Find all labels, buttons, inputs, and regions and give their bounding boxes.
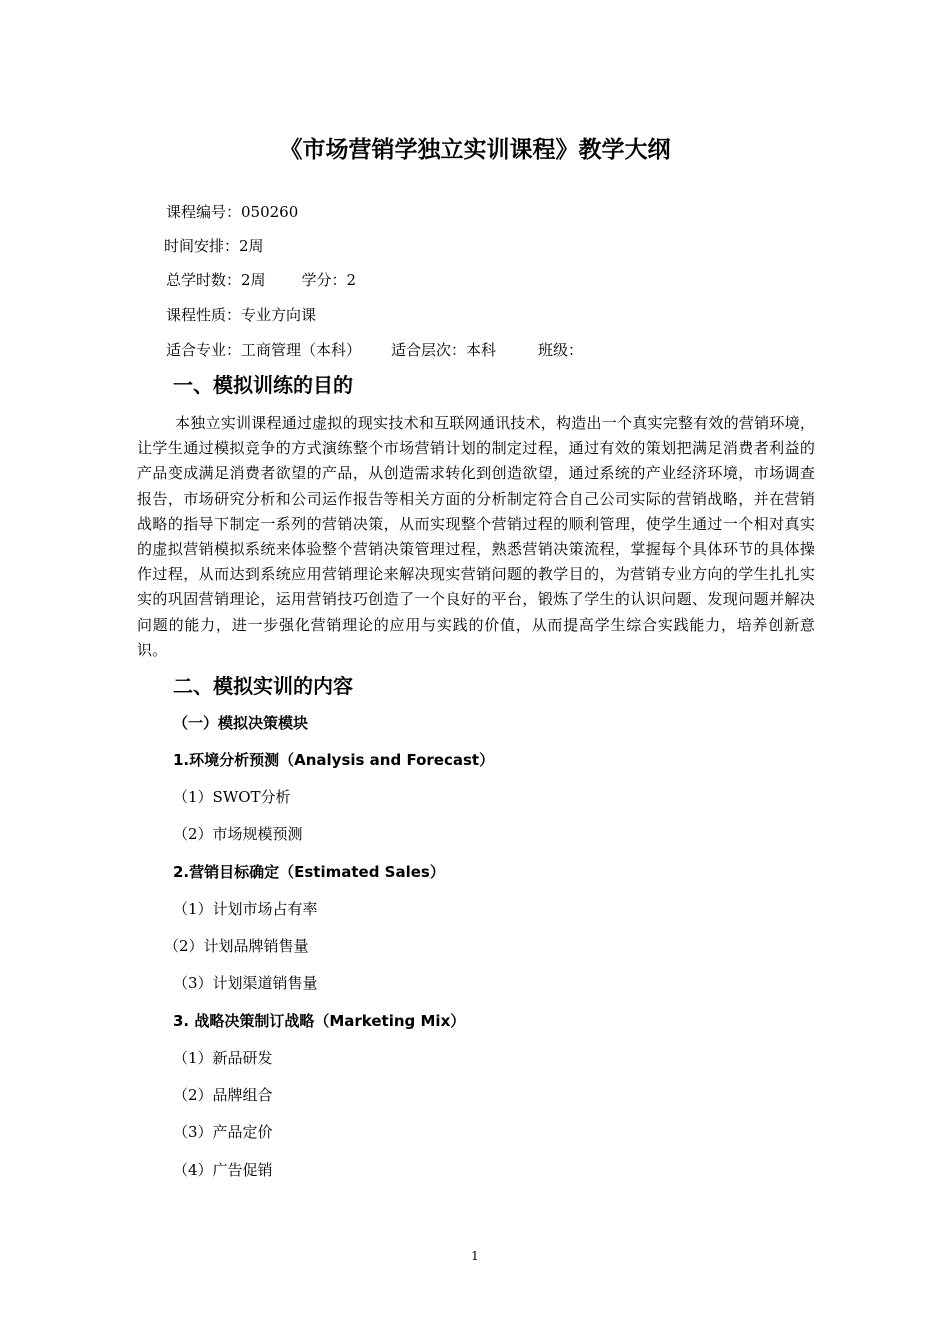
list-item: （3）产品定价 [173, 1123, 273, 1141]
list-item: （2）市场规模预测 [173, 825, 303, 843]
section2-heading: 二、模拟实训的内容 [173, 674, 353, 698]
meta-level: 适合层次：本科 [391, 341, 497, 359]
meta-total-hours: 总学时数：2周 [166, 271, 266, 289]
meta-schedule: 时间安排：2周 [164, 237, 264, 255]
list-item: （3）计划渠道销售量 [173, 974, 318, 992]
sub3-heading: 3. 战略决策制订战略（Marketing Mix） [173, 1012, 466, 1030]
list-item: （1）SWOT分析 [173, 788, 291, 806]
sub2-heading: 2.营销目标确定（Estimated Sales） [173, 863, 445, 881]
list-item: （1）新品研发 [173, 1049, 273, 1067]
section1-paragraph: 本独立实训课程通过虚拟的现实技术和互联网通讯技术，构造出一个真实完整有效的营销环境，让学生通过模拟竞争的方式演练整个市场营销计划的制定过程，通过有效的策划把满足消费者利益的产品变成满足消费者欲望的产品，从创造需求转化到创造欲望，通过系统的产业经济环境，市场调查报告，市场研究分析和公司运作报告等相关方面的分析制定符合自己公司实际的营销战略，并在营销战略的指导下制定一系列的营销决策，从而实现整个营销过程的顺利管理，使学生通过一个相对真实的虚拟营销模拟系统来体验整个营销决策管理过程，熟悉营销决策流程，掌握每个具体环节的具体操作过程，从而达到系统应用营销理论来解决现实营销问题的教学目的，为营销专业方向的学生扎扎实实的巩固营销理论，运用营销技巧创造了一个良好的平台，锻炼了学生的认识问题、发现问题并解决问题的能力，进一步强化营销理论的应用与实践的价值，从而提高学生综合实践能力，培养创新意识。 [137, 414, 815, 659]
meta-major: 适合专业：工商管理（本科） [166, 341, 362, 359]
section1-heading: 一、模拟训练的目的 [173, 373, 353, 397]
list-item: （2）计划品牌销售量 [164, 937, 309, 955]
page-number: 1 [471, 1249, 479, 1263]
meta-class: 班级： [538, 341, 584, 359]
meta-hours-credits [166, 269, 356, 291]
list-item: （1）计划市场占有率 [173, 900, 318, 918]
meta-major-level-class [166, 339, 583, 361]
module-heading: （一）模拟决策模块 [173, 714, 309, 732]
sub1-heading: 1.环境分析预测（Analysis and Forecast） [173, 751, 495, 769]
meta-course-code: 课程编号：050260 [166, 203, 299, 221]
list-item: （2）品牌组合 [173, 1086, 273, 1104]
meta-credits: 学分：2 [301, 271, 357, 289]
list-item: （4）广告促销 [173, 1161, 273, 1179]
meta-course-type: 课程性质：专业方向课 [166, 306, 317, 324]
document-title: 《市场营销学独立实训课程》教学大纲 [279, 137, 671, 163]
